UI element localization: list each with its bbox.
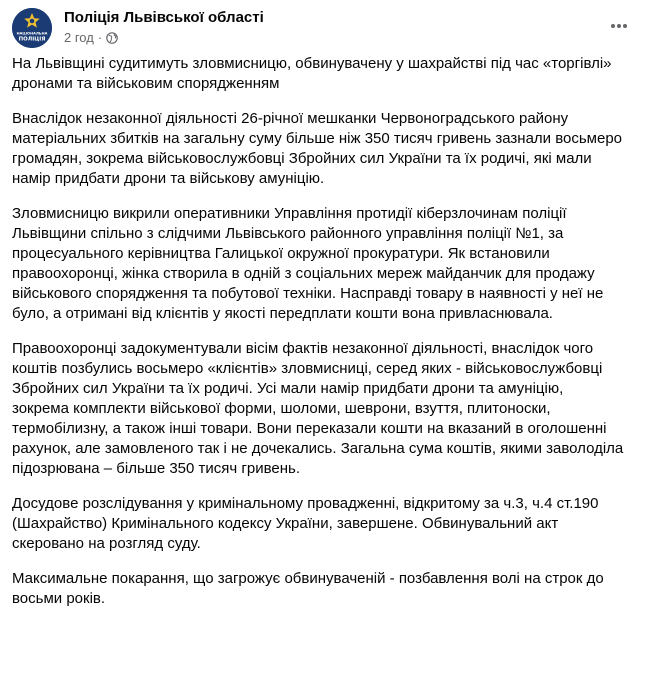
more-options-button[interactable] xyxy=(601,8,637,44)
post-header xyxy=(12,8,637,52)
post-paragraph: Досудове розслідування у кримінальному провадженні, відкритому за ч.3, ч.4 ст.190 (Шахрайство) Кримінального кодексу України, завершене. Обвинувальний акт скеровано на розгляд суду. xyxy=(12,495,599,552)
meta-separator: · xyxy=(97,30,103,45)
post-meta xyxy=(64,30,118,45)
page-avatar[interactable] xyxy=(12,8,52,48)
post-paragraph: Внаслідок незаконної діяльності 26-річної мешканки Червоноградського району матеріальних збитків на загальну суму більше ніж 350 тисяч гривень зазнали восьмеро громадян, зокрема військовослужбовці Збройних сил України та їх родичі, які мали намір придбати дрони та військову амуніцію. xyxy=(12,110,623,187)
more-horizontal-icon xyxy=(609,16,629,36)
avatar-text-bottom: ПОЛІЦІЯ xyxy=(18,36,46,43)
post-paragraph-title: На Львівщині судитимуть зловмисницю, обвинувачену у шахрайстві під час «торгівлі» дронами та військовим спорядженням xyxy=(12,55,612,92)
post-paragraph: Максимальне покарання, що загрожує обвинуваченій - позбавлення волі на строк до восьми років. xyxy=(12,570,604,607)
avatar-text-top: НАЦІОНАЛЬНА xyxy=(16,31,48,36)
post-paragraph: Зловмисницю викрили оперативники Управління протидії кіберзлочинам поліції Львівщини спільно з слідчими Львівського районного управління поліції №1, за процесуального керівництва Галицької окружної прокуратури. Як встановили правоохоронці, жінка створила в одній з соціальних мереж майданчик для продажу військового спорядження та побутової техніки. Насправді товару в наявності у неї не було, а отримані від клієнтів у якості передплати кошти вона привласнювала. xyxy=(12,205,604,322)
post-paragraph: Правоохоронці задокументували вісім фактів незаконної діяльності, внаслідок чого коштів позбулись восьмеро «клієнтів» зловмисниці, серед яких - військовослужбовці Збройних сил України та їх родичі. Усі мали намір придбати дрони та амуніцію, зокрема комплекти військової форми, шоломи, шеврони, взуття, плитоноски, термобілизну, а також інші товари. Вони переказали кошти на вказаний в оголошенні рахунок, але замовленого так і не дочекались. Загальна сума коштів, якими заволоділа підозрювана – більше 350 тисяч гривень. xyxy=(12,340,624,477)
post-timestamp[interactable]: 2 год xyxy=(64,30,94,45)
post-text xyxy=(12,54,624,624)
globe-icon[interactable] xyxy=(106,32,118,44)
police-badge-icon xyxy=(12,8,52,48)
page-name-link[interactable]: Поліція Львівської області xyxy=(64,9,264,26)
